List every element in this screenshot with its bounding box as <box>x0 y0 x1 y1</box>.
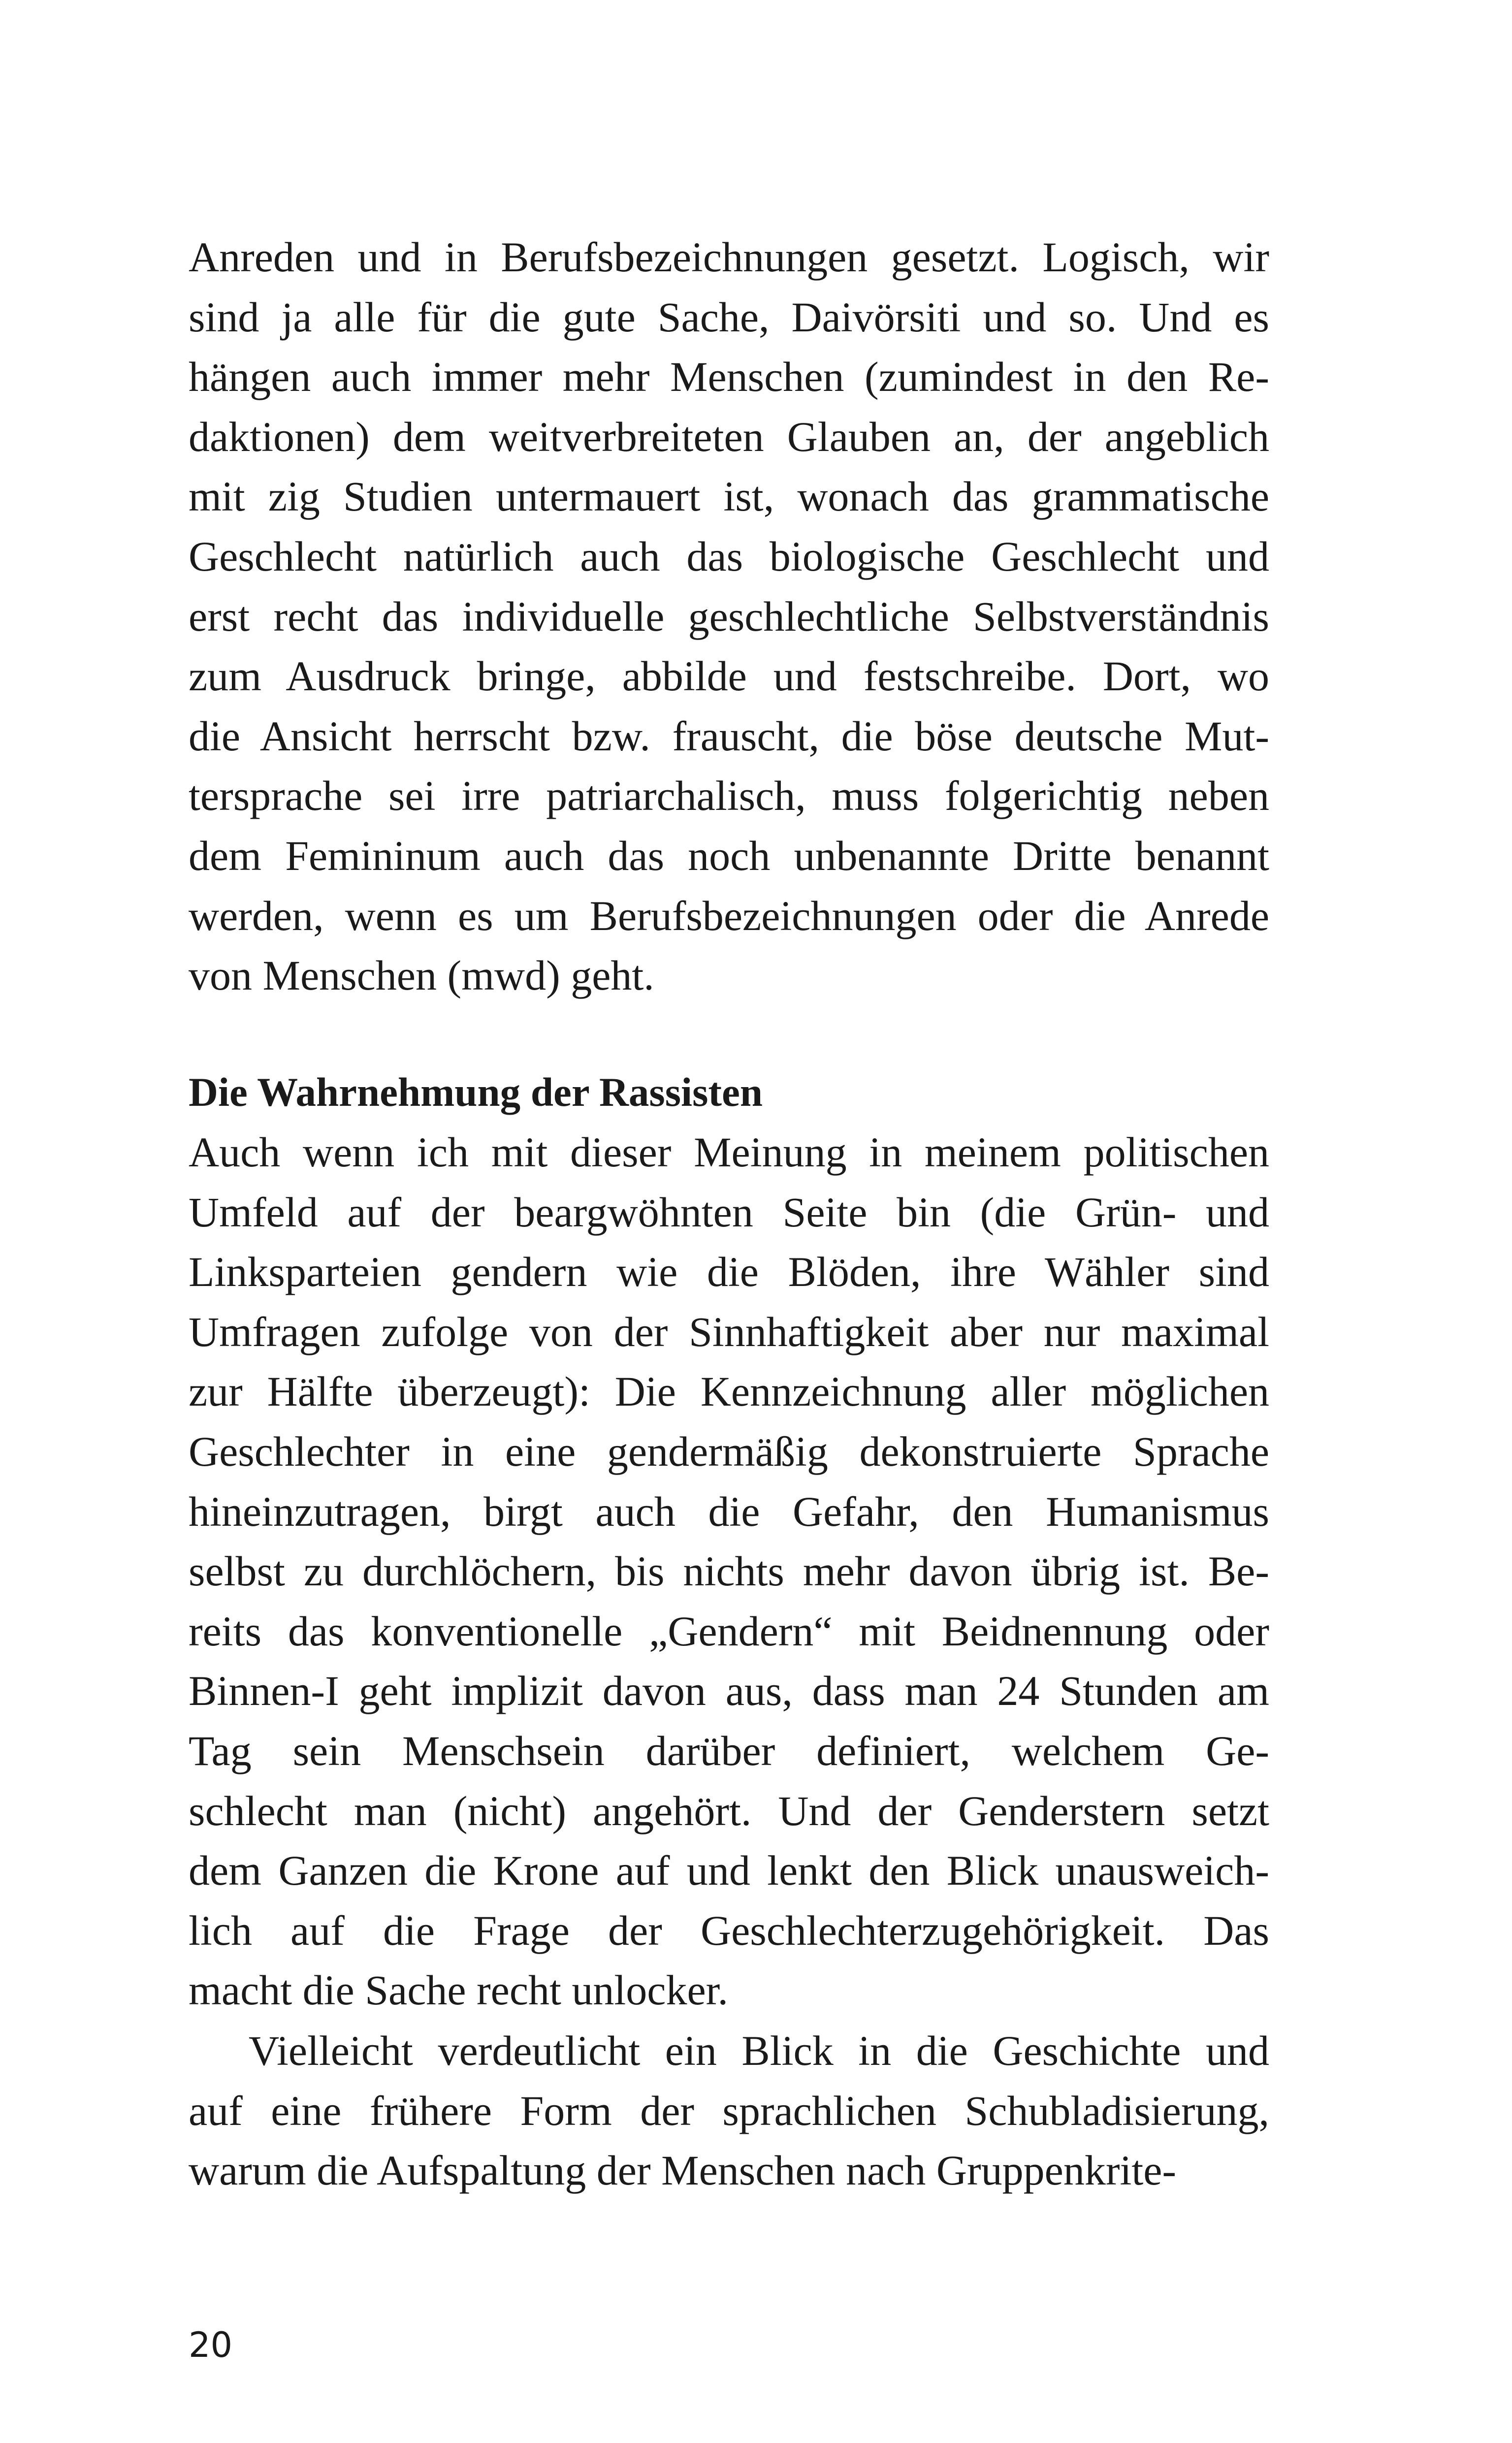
text-line: mit zig Studien untermauert ist, wonach das grammatische <box>189 473 1269 520</box>
text-line: Geschlecht natürlich auch das biologische Geschlecht und <box>189 532 1269 580</box>
text-line: von Menschen (mwd) geht. <box>189 952 654 999</box>
text-line: selbst zu durchlöchern, bis nichts mehr davon übrig ist. Be- <box>189 1547 1269 1595</box>
text-line: auf eine frühere Form der sprachlichen Schubladisierung, <box>189 2087 1269 2134</box>
section-heading: Die Wahrnehmung der Rassisten <box>189 1069 763 1115</box>
text-line: macht die Sache recht unlocker. <box>189 1966 729 2014</box>
text-line: Vielleicht verdeutlicht ein Blick in die Geschichte und <box>249 2027 1269 2074</box>
text-line: warum die Aufspaltung der Menschen nach Gruppenkrite- <box>189 2147 1177 2194</box>
text-line: Auch wenn ich mit dieser Meinung in meinem politischen <box>189 1128 1269 1176</box>
text-line: werden, wenn es um Berufsbezeichnungen oder die Anrede <box>189 892 1269 939</box>
text-line: Anreden und in Berufsbezeichnungen gesetzt. Logisch, wir <box>189 233 1269 281</box>
text-line: schlecht man (nicht) angehört. Und der Genderstern setzt <box>189 1787 1269 1834</box>
text-line: die Ansicht herrscht bzw. frauscht, die böse deutsche Mut- <box>189 712 1269 760</box>
text-line: Binnen-I geht implizit davon aus, dass man 24 Stunden am <box>189 1667 1269 1715</box>
text-line: Linksparteien gendern wie die Blöden, ihre Wähler sind <box>189 1248 1269 1296</box>
text-line: Umfragen zufolge von der Sinnhaftigkeit aber nur maximal <box>189 1308 1269 1355</box>
text-line: erst recht das individuelle geschlechtliche Selbstverständnis <box>189 592 1269 640</box>
body-paragraph-2 <box>189 1123 1269 2021</box>
text-line: lich auf die Frage der Geschlechterzugehörigkeit. Das <box>189 1906 1269 1954</box>
text-line: Tag sein Menschsein darüber definiert, welchem Ge- <box>189 1727 1269 1774</box>
text-line: tersprache sei irre patriarchalisch, muss folgerichtig neben <box>189 772 1269 820</box>
text-line: zur Hälfte überzeugt): Die Kennzeichnung aller möglichen <box>189 1368 1269 1415</box>
text-line: sind ja alle für die gute Sache, Daivörsiti und so. Und es <box>189 293 1269 341</box>
text-line: dem Femininum auch das noch unbenannte Dritte benannt <box>189 832 1269 879</box>
text-line: dem Ganzen die Krone auf und lenkt den Blick unausweich- <box>189 1847 1269 1895</box>
text-line: Geschlechter in eine gendermäßig dekonstruierte Sprache <box>189 1427 1269 1475</box>
text-line: hineinzutragen, birgt auch die Gefahr, den Humanismus <box>189 1487 1269 1535</box>
text-line: zum Ausdruck bringe, abbilde und festschreibe. Dort, wo <box>189 652 1269 700</box>
text-line: reits das konventionelle „Gendern“ mit Beidnennung oder <box>189 1607 1269 1655</box>
body-paragraph-1 <box>189 227 1269 1006</box>
text-line: hängen auch immer mehr Menschen (zumindest in den Re- <box>189 353 1269 401</box>
text-line: Umfeld auf der beargwöhnten Seite bin (die Grün- und <box>189 1188 1269 1236</box>
body-paragraph-3 <box>189 2021 1269 2201</box>
page-number: 20 <box>189 2325 233 2365</box>
text-line: daktionen) dem weitverbreiteten Glauben an, der angeblich <box>189 413 1269 460</box>
